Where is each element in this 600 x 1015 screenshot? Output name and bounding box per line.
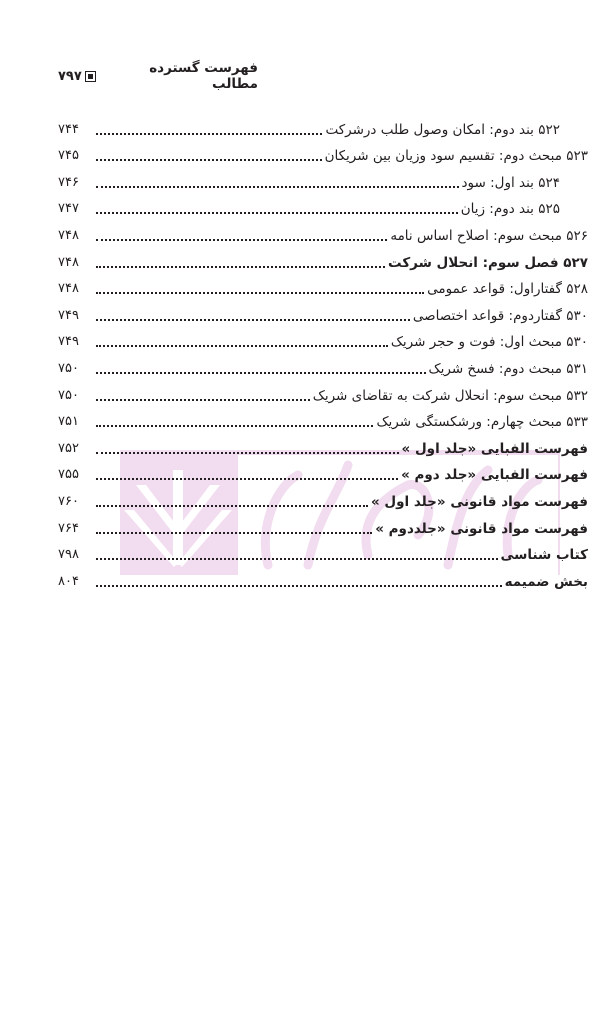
leader-dots <box>96 291 424 294</box>
leader-dots <box>96 158 322 161</box>
leader-dots <box>96 318 410 321</box>
toc-entry-section[interactable] <box>58 538 588 565</box>
toc-entry[interactable] <box>58 192 588 219</box>
table-of-contents <box>58 112 588 591</box>
page-header-title: فهرست گسترده مطالب <box>149 60 258 92</box>
toc-entry-page: ۷۴۵ <box>58 148 79 164</box>
toc-entry-page: ۷۵۵ <box>58 467 79 483</box>
toc-entry[interactable] <box>58 112 588 139</box>
toc-entry-page: ۷۵۰ <box>58 360 79 376</box>
toc-entry-label: ۵۳۰ مبحث اول: فوت و حجر شریک <box>390 334 588 351</box>
toc-entry[interactable] <box>58 378 588 405</box>
book-box-icon <box>85 71 96 82</box>
leader-dots <box>96 451 399 454</box>
leader-dots <box>96 531 372 534</box>
toc-entry[interactable] <box>58 218 588 245</box>
toc-entry-page: ۷۴۸ <box>58 227 79 243</box>
toc-entry-label: فهرست الفبایی «جلد اول » <box>401 440 588 457</box>
toc-entry-page: ۷۶۴ <box>58 520 79 536</box>
toc-entry-label: ۵۲۲ بند دوم: امکان وصول طلب درشرکت <box>325 121 560 138</box>
toc-entry-section[interactable] <box>58 511 588 538</box>
toc-entry-section[interactable] <box>58 564 588 591</box>
toc-entry-label: ۵۲۶ مبحث سوم: اصلاح اساس نامه <box>390 227 588 244</box>
toc-entry-label: ۵۲۷ فصل سوم: انحلال شرکت <box>388 254 588 271</box>
toc-entry-page: ۷۴۶ <box>58 174 79 190</box>
leader-dots <box>96 424 373 427</box>
leader-dots <box>96 398 310 401</box>
leader-dots <box>96 504 368 507</box>
toc-entry-label: ۵۲۴ بند اول: سود <box>461 174 560 191</box>
toc-entry-label: بخش ضمیمه <box>504 573 588 590</box>
toc-entry-chapter[interactable] <box>58 245 588 272</box>
toc-entry[interactable] <box>58 351 588 378</box>
toc-entry[interactable] <box>58 272 588 299</box>
toc-entry-page: ۷۴۸ <box>58 254 79 270</box>
page-header <box>58 60 258 92</box>
toc-entry-label: ۵۲۵ بند دوم: زیان <box>460 201 560 218</box>
toc-entry-page: ۷۹۸ <box>58 547 79 563</box>
toc-entry-section[interactable] <box>58 431 588 458</box>
leader-dots <box>96 584 502 587</box>
leader-dots <box>96 371 426 374</box>
leader-dots <box>96 265 385 268</box>
leader-dots <box>96 211 458 214</box>
toc-entry[interactable] <box>58 165 588 192</box>
toc-entry[interactable] <box>58 298 588 325</box>
toc-entry-label: ۵۳۳ مبحث چهارم: ورشکستگی شریک <box>376 414 588 431</box>
toc-entry-page: ۷۴۸ <box>58 281 79 297</box>
toc-entry-page: ۷۶۰ <box>58 493 79 509</box>
toc-entry-label: فهرست مواد قانونی «جلد اول » <box>371 493 588 510</box>
toc-entry-page: ۸۰۴ <box>58 573 79 589</box>
leader-dots <box>96 477 398 480</box>
toc-entry[interactable] <box>58 139 588 166</box>
toc-entry-page: ۷۵۱ <box>58 414 79 430</box>
toc-entry-label: ۵۳۱ مبحث دوم: فسخ شریک <box>428 360 588 377</box>
toc-entry-page: ۷۵۰ <box>58 387 79 403</box>
toc-entry-section[interactable] <box>58 458 588 485</box>
toc-entry-page: ۷۴۷ <box>58 201 79 217</box>
toc-entry-label: فهرست الفبایی «جلد دوم » <box>401 467 588 484</box>
leader-dots <box>96 132 322 135</box>
leader-dots <box>96 185 459 188</box>
toc-entry[interactable] <box>58 405 588 432</box>
leader-dots <box>96 238 387 241</box>
toc-entry-label: کتاب شناسی <box>500 547 588 564</box>
leader-dots <box>96 557 498 560</box>
toc-entry-label: فهرست مواد قانونی «جلددوم » <box>375 520 588 537</box>
toc-entry-page: ۷۴۹ <box>58 334 79 350</box>
toc-entry-page: ۷۴۹ <box>58 307 79 323</box>
leader-dots <box>96 344 388 347</box>
toc-entry-page: ۷۵۲ <box>58 440 79 456</box>
toc-entry-label: ۵۲۳ مبحث دوم: تقسیم سود وزیان بین شریکان <box>324 148 588 165</box>
toc-entry-page: ۷۴۴ <box>58 121 79 137</box>
page-header-number: ۷۹۷ <box>58 68 82 84</box>
toc-entry-label: ۵۲۸ گفتاراول: قواعد عمومی <box>427 281 588 298</box>
toc-entry-label: ۵۳۰ گفتاردوم: قواعد اختصاصی <box>412 307 588 324</box>
toc-entry-section[interactable] <box>58 484 588 511</box>
toc-entry[interactable] <box>58 325 588 352</box>
toc-entry-label: ۵۳۲ مبحث سوم: انحلال شرکت به تقاضای شریک <box>312 387 588 404</box>
